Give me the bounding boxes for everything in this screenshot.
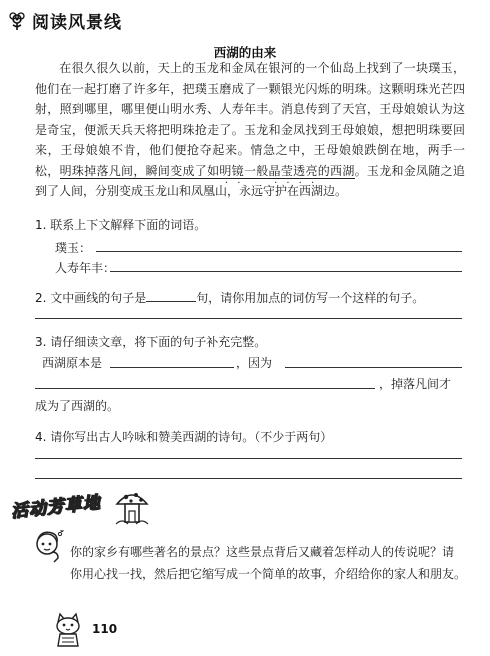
word-label-puyu: 璞玉： [55, 241, 92, 255]
dotted-char: 镜 [231, 163, 244, 178]
answer-blank-q3-3[interactable] [35, 388, 375, 389]
answer-blank-q3-2[interactable] [285, 367, 462, 368]
flower-icon [7, 11, 27, 31]
article-title: 西湖的由来 [213, 45, 277, 60]
answer-line-q4-1[interactable] [35, 458, 462, 459]
dotted-char: 晶 [268, 163, 281, 178]
thinking-boy-icon [32, 530, 64, 564]
mushroom-house-icon [114, 488, 150, 526]
question-3: 3. 请仔细读文章，将下面的句子补充完整。 [35, 335, 267, 349]
q3-text-c: ，掉落凡间才 [379, 377, 452, 391]
underlined-sentence: 明珠掉落凡间，瞬间变成了如明镜一般晶莹透亮的西湖 [59, 163, 355, 178]
question-2: 2. 文中画线的句子是 句，请你用加点的词仿写一个这样的句子。 [35, 291, 425, 305]
dotted-char: 莹 [280, 163, 294, 178]
activity-title: 活动芳草地 [9, 492, 102, 522]
article-paragraph: 在很久很久以前，天上的玉龙和金凤在银河的一个仙岛上找到了一块璞玉，他们在一起打磨了许多年，把璞玉磨成了一颗银光闪烁的明珠。这颗明珠光芒四射，照到哪里，哪里便山明水秀、人寿年丰。消息传到了天宫，王母娘娘认为这是奇宝，便派天兵天将把明珠抢走了。玉龙和金凤找到王母娘娘，想把明珠要回来，王母娘娘不肯，他们便抢夺起来。情急之中，王母娘娘跌倒在地，两手一松，明珠掉落凡间，瞬间变成了如明镜一般晶莹透亮的西湖。玉龙和金凤随之追到了人间，分别变成玉龙山和凤凰山，永远守护在西湖边。 [35, 61, 465, 198]
activity-text: 你的家乡有哪些著名的景点？这些景点背后又藏着怎样动人的传说呢？请 你用心找一找，然后把它缩写成一个简单的故事，介绍给你的家人和朋友。 [70, 545, 467, 581]
answer-line-puyu[interactable] [96, 251, 462, 252]
answer-blank-q3-1[interactable] [110, 367, 234, 368]
q3-text-d: 成为了西湖的。 [35, 399, 120, 413]
page-number: 110 [92, 622, 118, 636]
question-1: 1. 联系上下文解释下面的词语。 [35, 218, 207, 232]
section-title: 阅读风景线 [32, 13, 122, 33]
dotted-char: 透 [293, 163, 306, 178]
dotted-char: 亮 [305, 163, 318, 178]
q3-text-a: 西湖原本是 [42, 356, 103, 370]
answer-line-renshou[interactable] [110, 271, 462, 272]
sentence-type-blank[interactable] [146, 291, 196, 302]
answer-line-q2[interactable] [35, 318, 462, 319]
question-4: 4. 请你写出古人吟咏和赞美西湖的诗句。（不少于两句） [35, 430, 333, 444]
cartoon-cat-icon [50, 612, 86, 648]
word-label-renshou: 人寿年丰： [55, 261, 116, 275]
q3-text-b: ，因为 [236, 356, 273, 370]
article-body [35, 58, 465, 202]
answer-line-q4-2[interactable] [35, 478, 462, 479]
dotted-char: 明 [219, 163, 232, 178]
